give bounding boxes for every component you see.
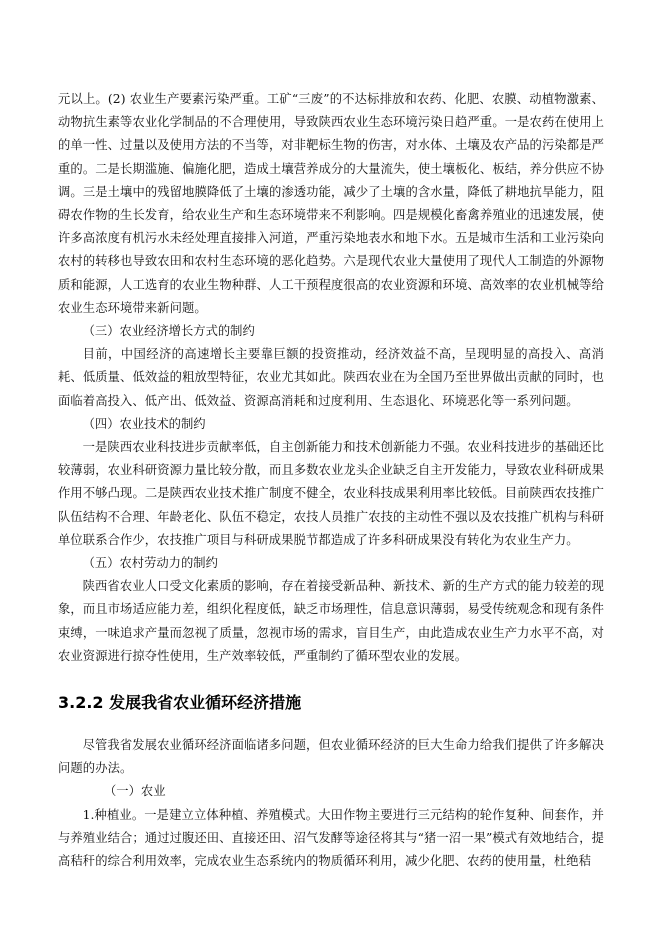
paragraph-intro-measures: 尽管我省发展农业循环经济面临诸多问题，但农业循环经济的巨大生命力给我们提供了许多解决问题的办法。 [58,738,604,776]
document-page [58,88,604,873]
paragraph-planting: 1.种植业。一是建立立体种植、养殖模式。大田作物主要进行三元结构的轮作复种、间套作，并与养殖业结合；通过过腹还田、直接还田、沼气发酵等途径将其与“猪一沼一果”模式有效地结合，提高秸秆的综合利用效率，完成农业生态系统内的物质循环利用，减少化肥、农药的使用量，杜绝秸 [58,807,604,869]
paragraph-labor: 陕西省农业人口受文化素质的影响，存在着接受新品种、新技术、新的生产方式的能力较差的现象，而且市场适应能力差，组织化程度低，缺乏市场理性，信息意识薄弱，易受传统观念和现有条件束缚，一味追求产量而忽视了质量，忽视市场的需求，盲目生产，由此造成农业生产力水平不高，对农业资源进行掠夺性使用，生产效率较低，严重制约了循环型农业的发展。 [58,579,604,663]
subheading-agriculture: （一）农业 [104,784,166,799]
subheading-labor: （五）农村劳动力的制约 [82,556,218,571]
paragraph-technology: 一是陕西农业科技进步贡献率低，自主创新能力和技术创新能力不强。农业科技进步的基础还比较薄弱，农业科研资源力量比较分散，而且多数农业龙头企业缺乏自主开发能力，导致农业科研成果作用不够凸现。二是陕西农业技术推广制度不健全，农业科技成果利用率比较低。目前陕西农技推广队伍结构不合理、年龄老化、队伍不稳定，农技人员推广农技的主动性不强以及农技推广机构与科研单位联系合作少，农技推广项目与科研成果脱节都造成了许多科研成果没有转化为农业生产力。 [58,440,604,547]
section-heading: 3.2.2 发展我省农业循环经济措施 [58,693,302,713]
paragraph-pollution: 元以上。(2) 农业生产要素污染严重。工矿“三废”的不达标排放和农药、化肥、农膜、动植物激素、动物抗生素等农业化学制品的不合理使用，导致陕西农业生态环境污染日趋严重。一是农药在使用上的单一性、过量以及使用方法的不当等，对非靶标生物的伤害，对水体、土壤及农产品的污染都是严重的。二是长期滥施、偏施化肥，造成土壤营养成分的大量流失，使土壤板化、板结，养分供应不协调。三是土壤中的残留地膜降低了土壤的渗透功能，减少了土壤的含水量，降低了耕地抗旱能力，阻碍农作物的生长发育，给农业生产和生态环境带来不利影响。四是规模化畜禽养殖业的迅速发展，使许多高浓度有机污水未经处理直接排入河道，严重污染地表水和地下水。五是城市生活和工业污染向农村的转移也导致农田和农村生态环境的恶化趋势。六是现代农业大量使用了现代人工制造的外源物质和能源，人工选育的农业生物种群、人工干预程度很高的农业资源和环境、高效率的农业机械等给农业生态环境带来新问题。 [58,92,604,315]
subheading-economic-growth: （三）农业经济增长方式的制约 [82,324,255,339]
subheading-technology: （四）农业技术的制约 [82,416,206,431]
paragraph-economic-growth: 目前，中国经济的高速增长主要靠巨额的投资推动，经济效益不高，呈现明显的高投入、高消耗、低质量、低效益的粗放型特征，农业尤其如此。陕西农业在为全国乃至世界做出贡献的同时，也面临着高投入、低产出、低效益、资源高消耗和过度利用、生态退化、环境恶化等一系列问题。 [58,347,604,408]
